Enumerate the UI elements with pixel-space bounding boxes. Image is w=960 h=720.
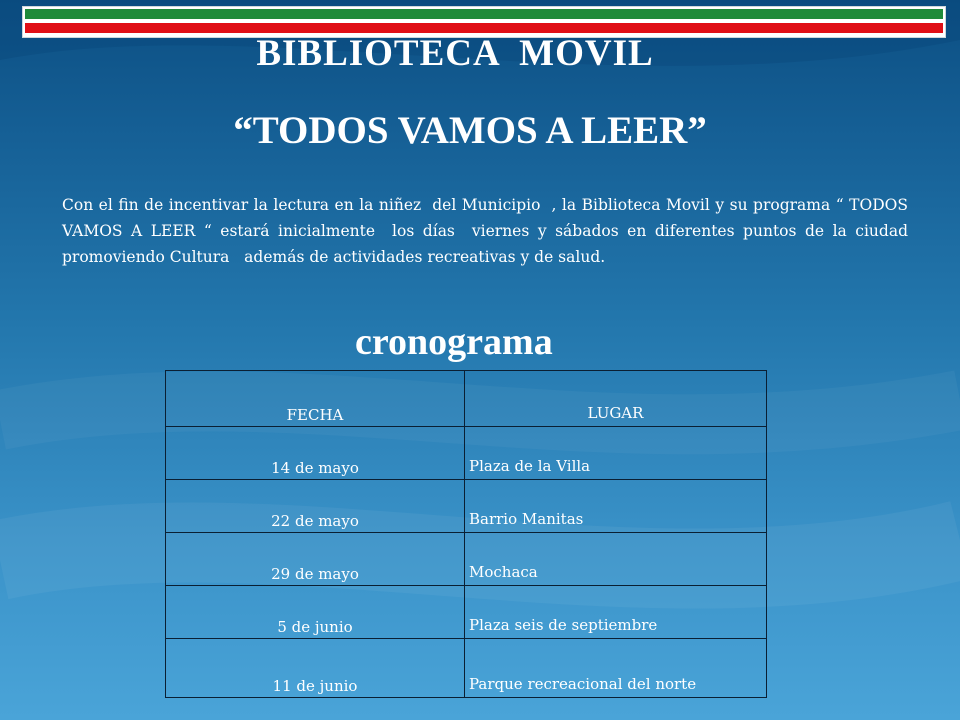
flag-green-stripe (25, 9, 943, 19)
page-title: BIBLIOTECA MOVIL (256, 33, 654, 74)
schedule-table (165, 370, 767, 698)
table-row (166, 533, 767, 586)
table-header-row (166, 371, 767, 427)
row-place: Mochaca (465, 533, 767, 586)
table-row (166, 480, 767, 533)
table-row (166, 586, 767, 639)
row-place: Plaza de la Villa (465, 427, 767, 480)
row-date: 22 de mayo (166, 480, 465, 533)
row-place: Barrio Manitas (465, 480, 767, 533)
table-row (166, 639, 767, 698)
table-row (166, 427, 767, 480)
row-date: 29 de mayo (166, 533, 465, 586)
row-date: 14 de mayo (166, 427, 465, 480)
row-place: Parque recreacional del norte (465, 639, 767, 698)
intro-paragraph: Con el fin de incentivar la lectura en la niñez del Municipio , la Biblioteca Movil y su programa “ TODOS VAMOS A LEER “ estará inicialmente los días viernes y sábados en diferentes puntos de la ciudad promoviendo Cultura además de actividades recreativas y de salud. (62, 196, 923, 266)
column-header-place: LUGAR (465, 371, 767, 427)
column-header-date: FECHA (166, 371, 465, 427)
row-place: Plaza seis de septiembre (465, 586, 767, 639)
schedule-heading: cronograma (355, 321, 553, 363)
row-date: 5 de junio (166, 586, 465, 639)
program-subtitle: “TODOS VAMOS A LEER” (233, 109, 707, 152)
row-date: 11 de junio (166, 639, 465, 698)
